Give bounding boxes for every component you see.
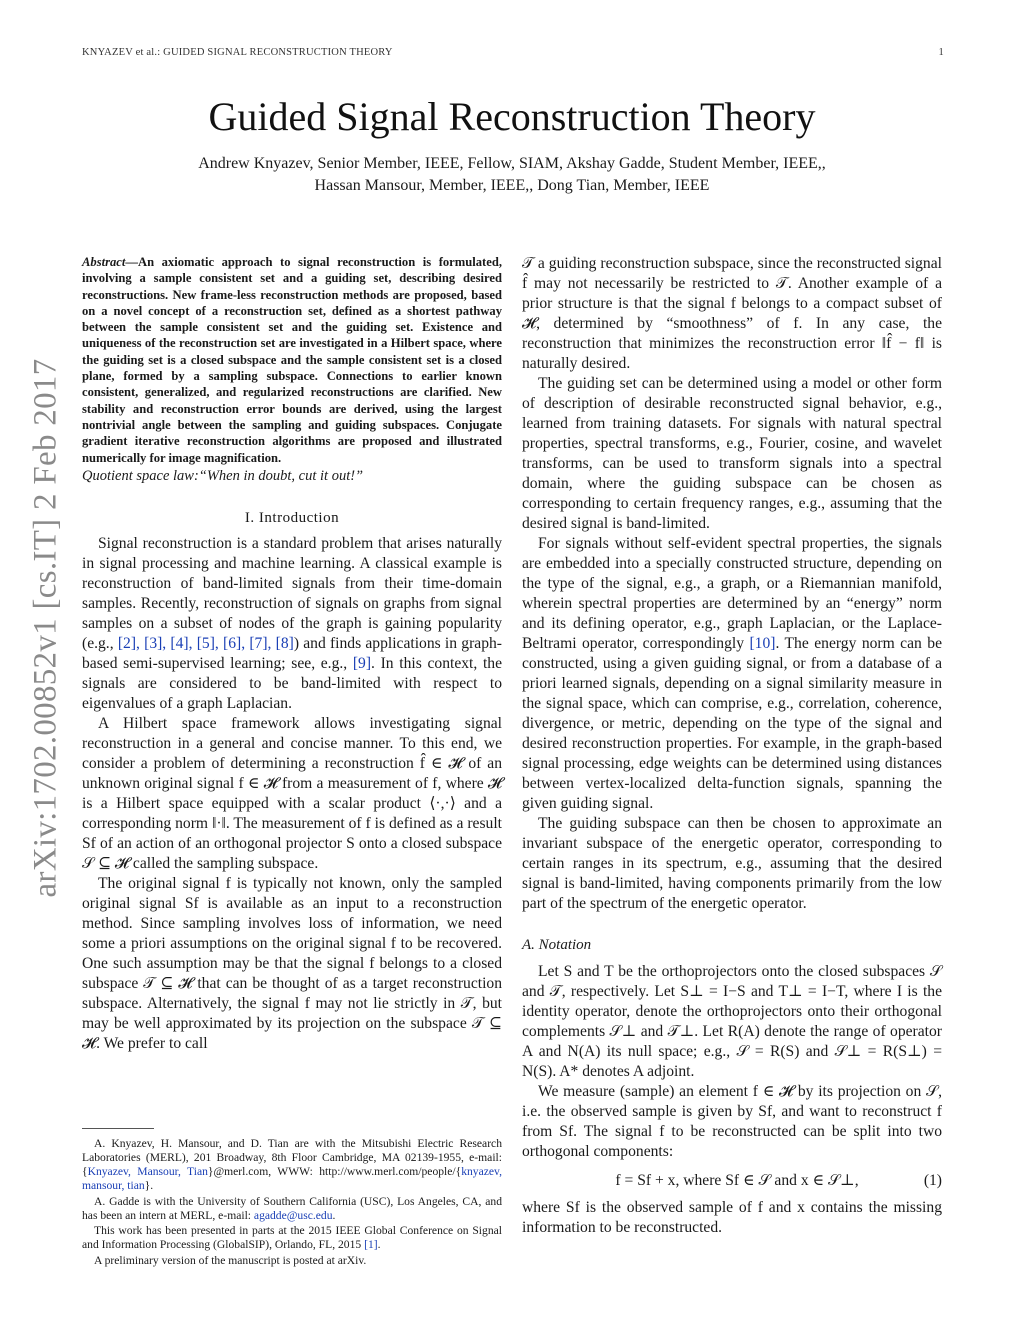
abstract bbox=[82, 254, 502, 466]
running-header: KNYAZEV et al.: GUIDED SIGNAL RECONSTRUCTION THEORY bbox=[82, 47, 393, 58]
notation-paragraph-1: Let S and T be the orthoprojectors onto the closed subspaces 𝒮 and 𝒯, respectively. Let S⊥ = I−S and T⊥ = I−T, where I is the identity operator, denote the orthoprojectors onto their orthogonal complements 𝒮⊥ and 𝒯⊥. Let R(A) denote the range of operator A and N(A) its null space; e.g., 𝒮 = R(S) and 𝒮⊥ = R(S⊥) = N(S). A* denotes A adjoint. bbox=[522, 963, 942, 1080]
footnote-affiliation-usc: A. Gadde is with the University of Southern California (USC), Los Angeles, CA, and has been an intern at MERL, e-mail: agadde@usc.edu. bbox=[82, 1194, 502, 1222]
section-heading-introduction: I. Introduction bbox=[244, 509, 340, 526]
body-paragraph-guiding-subspace: 𝒯 a guiding reconstruction subspace, since the reconstructed signal f̂ may not necessarily be restricted to 𝒯. Another example of a prior structure is that the signal f belongs to a compact subset of 𝓗, determined by “smoothness” of f. In any case, the reconstruction that minimizes the reconstruction error ‖f̂ − f‖ is naturally desired. bbox=[522, 255, 942, 372]
author-web-links[interactable]: knyazev, mansour, tian bbox=[82, 1164, 502, 1192]
equation-body: f = Sf + x, where Sf ∈ 𝒮 and x ∈ 𝒮⊥, bbox=[615, 1172, 859, 1189]
author-line-2: Hassan Mansour, Member, IEEE,, Dong Tian, Member, IEEE bbox=[314, 177, 710, 194]
notation-paragraph-3: where Sf is the observed sample of f and x contains the missing information to be reconstructed. bbox=[522, 1199, 942, 1236]
author-list bbox=[100, 153, 924, 197]
citation-link[interactable]: [9] bbox=[352, 654, 372, 672]
abstract-text: —An axiomatic approach to signal reconstruction is formulated, involving a sample consistent set and a guiding set, describing desired reconstructions. New frame-less reconstruction methods are proposed, based on a novel concept of a reconstruction set, defined as a shortest pathway between the sample consistent set and the guiding set. Existence and uniqueness of the reconstruction set are investigated in a Hilbert space, where the guiding set is a closed subspace and the sample consistent set is a closed plane, formed by a sampling subspace. Connections to earlier known consistent, generalized, and regularized reconstructions are clarified. New stability and reconstruction error bounds are derived, using the largest nontrivial angle between the sampling and guiding subspaces. Conjugate gradient iterative reconstruction algorithms are proposed and illustrated numerically for image magnification. bbox=[82, 255, 502, 465]
body-paragraph-guiding-set: The guiding set can be determined using a model or other form of description of desirable reconstructed signal behavior, e.g., learned from training datasets. For signals with natural spectral properties, spectral transforms, e.g., Fourier, cosine, and wavelet transforms, can be used to transform signals into a spectral domain, where the guiding subspace can be chosen as corresponding to certain frequency ranges, e.g., assuming that the desired signal is band-limited. bbox=[522, 375, 942, 532]
footnote-rule bbox=[82, 1128, 154, 1129]
citation-link[interactable]: [1] bbox=[364, 1238, 378, 1252]
left-column bbox=[82, 254, 502, 1054]
author-line-1: Andrew Knyazev, Senior Member, IEEE, Fellow, SIAM, Akshay Gadde, Student Member, IEEE,, bbox=[198, 155, 826, 172]
author-links[interactable]: Knyazev, Mansour, Tian bbox=[87, 1164, 208, 1178]
notation-paragraph-2: We measure (sample) an element f ∈ 𝓗 by its projection on 𝒮, i.e. the observed sample is given by Sf, and want to reconstruct f from Sf. The signal f to be reconstructed can be split into two orthogonal components: bbox=[522, 1083, 942, 1160]
right-column bbox=[522, 254, 942, 1238]
arxiv-watermark bbox=[26, 348, 66, 908]
footnotes bbox=[82, 1118, 502, 1270]
epigraph-quote: Quotient space law:“When in doubt, cut it out!” bbox=[82, 467, 364, 484]
equation-number: (1) bbox=[923, 1172, 942, 1189]
footnote-arxiv: A preliminary version of the manuscript is posted at arXiv. bbox=[94, 1254, 367, 1268]
intro-paragraph-3: The original signal f is typically not known, only the sampled original signal Sf is available as an input to a reconstruction method. Since sampling involves loss of information, we need some a priori assumptions on the original signal f to be recovered. One such assumption may be that the signal f belongs to a closed subspace 𝒯 ⊆ 𝓗 that can be thought of as a target reconstruction subspace. Alternatively, the signal f may not lie strictly in 𝒯, but may be well approximated by its projection on the subspace 𝒯 ⊆ 𝓗. We prefer to call bbox=[82, 874, 502, 1052]
citation-link[interactable]: [10] bbox=[749, 635, 776, 652]
subsection-heading-notation: A. Notation bbox=[522, 937, 592, 953]
footnote-affiliation-merl: A. Knyazev, H. Mansour, and D. Tian are with the Mitsubishi Electric Research Laboratories (MERL), 201 Broadway, 8th Floor Cambridge, MA 02139-1955, e-mail: {Knyazev, Mansour, Tian}@merl.com, WWW: http://www.merl.com/people/{knyazev, mansour, tian}. bbox=[82, 1137, 502, 1192]
equation-1 bbox=[522, 1171, 942, 1191]
intro-paragraph-2: A Hilbert space framework allows investigating signal reconstruction in a general and concise manner. To this end, we consider a problem of determining a reconstruction f̂ ∈ 𝓗 of an unknown original signal f ∈ 𝓗 from a measurement of f, where 𝓗 is a Hilbert space equipped with a scalar product ⟨·,·⟩ and a corresponding norm ‖·‖. The measurement of f is defined as a result Sf of an action of an orthogonal projector S onto a closed subspace 𝒮 ⊆ 𝓗 called the sampling subspace. bbox=[82, 714, 502, 872]
arxiv-watermark-text: arXiv:1702.00852v1 [cs.IT] 2 Feb 2017 bbox=[27, 358, 64, 898]
footnote-globalsip: This work has been presented in parts at the 2015 IEEE Global Conference on Signal and Information Processing (GlobalSIP), Orlando, FL, 2015 [1]. bbox=[82, 1224, 502, 1252]
body-paragraph-invariant-subspace: The guiding subspace can then be chosen to approximate an invariant subspace of the energetic operator, corresponding to certain ranges in its spectrum, e.g., assuming that the desired signal is band-limited, having components primarily from the low part of the spectrum of the energetic operator. bbox=[522, 815, 942, 912]
citation-link[interactable]: [2], [3], [4], [5], [6], [7], [8] bbox=[117, 634, 294, 652]
email-link[interactable]: agadde@usc.edu bbox=[253, 1208, 333, 1222]
page-number: 1 bbox=[938, 47, 944, 58]
paper-title: Guided Signal Reconstruction Theory bbox=[208, 94, 816, 139]
body-paragraph-spectral: For signals without self-evident spectral properties, the signals are embedded into a specially constructed structure, depending on the type of the signal, e.g., a graph, or a Riemannian manifold, wherein spectral properties are determined by an “energy” norm and its defining operator, e.g., graph Laplacian, or the Laplace-Beltrami operator, correspondingly [10]. The energy norm can be constructed, using a given guiding signal, or from a database of a priori learned signals, depending on a signal similarity measure in the signal space, which can comprise, e.g., correlation, coherence, divergence, or metric, depending on the type of the signal and desired reconstruction properties. For example, in the graph-based signal processing, edge weights can be determined using distances between vertex-localized delta-function signals, spanning the given guiding signal. bbox=[522, 535, 942, 812]
intro-paragraph-1: Signal reconstruction is a standard problem that arises naturally in signal processing and machine learning. A classical example is reconstruction of band-limited signals from their time-domain samples. Recently, reconstruction of signals on graphs from signal samples on a subset of nodes of the graph is gaining popularity (e.g., [2], [3], [4], [5], [6], [7], [8]) and finds applications in graph-based semi-supervised learning; see, e.g., [9]. In this context, the signals are considered to be band-limited with respect to eigenvalues of a graph Laplacian. bbox=[82, 534, 503, 712]
abstract-label: Abstract bbox=[82, 255, 126, 269]
